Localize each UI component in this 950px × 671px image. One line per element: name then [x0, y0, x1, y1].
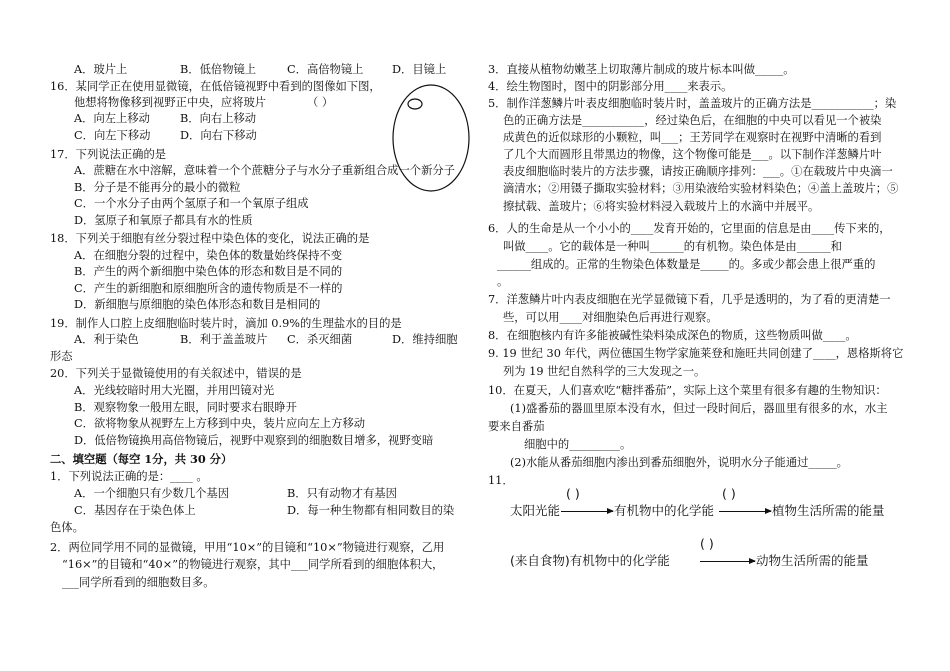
- f10-line3: 要来自番茄: [488, 420, 545, 433]
- f5-line1: 5．制作洋葱鳞片叶表皮细胞临时装片时，盖盖玻片的正确方法是___________；染: [488, 97, 897, 110]
- q19-option-b: B．利于盖盖玻片: [180, 333, 268, 346]
- f1-option-d-wrap: 色体。: [50, 521, 84, 534]
- f2-line1: 2．两位同学用不同的显微镜，甲用“10×”的目镜和“10×”物镜进行观察，乙用: [50, 541, 445, 554]
- f2-line3: ___同学所看到的细胞数目多。: [62, 576, 215, 589]
- f9-line2: 列为 19 世纪自然科学的三大发现之一。: [503, 365, 706, 378]
- f3-line: 3．直接从植物幼嫩茎上切取薄片制成的玻片标本叫做_____。: [488, 63, 795, 76]
- flow-arrow-3: [700, 561, 755, 562]
- q17-option-d: D．氢原子和氧原子都具有水的性质: [74, 214, 253, 227]
- q20-stem: 20．下列关于显微镜使用的有关叙述中，错误的是: [50, 367, 302, 380]
- f1-option-a: A．一个细胞只有少数几个基因: [74, 487, 230, 500]
- q19-option-c: C．杀灭细菌: [287, 333, 353, 346]
- flow-paren-3: ( ): [700, 536, 714, 551]
- f8-line: 8．在细胞核内有许多能被碱性染料染成深色的物质，这些物质叫做____。: [488, 329, 857, 342]
- q18-option-a: A．在细胞分裂的过程中，染色体的数量始终保持不变: [74, 249, 342, 262]
- f7-line1: 7．洋葱鳞片叶内表皮细胞在光学显微镜下看，几乎是透明的，为了看的更清楚一: [488, 293, 891, 306]
- f6-line2: 叫做____。它的载体是一种叫______的有机物。染色体是由______和: [503, 240, 842, 253]
- q17-option-c: C．一个水分子由两个氢原子和一个氧原子组成: [74, 197, 309, 210]
- q15-option-d: D．目镜上: [392, 63, 447, 76]
- q17-option-b: B．分子是不能再分的最小的微粒: [74, 181, 241, 194]
- f7-line2: 些，可以用____对细胞染色后再进行观察。: [503, 311, 718, 324]
- q16-option-a: A．向左上移动: [74, 112, 150, 125]
- q19-option-d-wrap: 形态: [50, 350, 73, 363]
- f11-number: 11．: [488, 474, 514, 487]
- f5-line4: 了几个大而圆形且带黑边的物像，这个物像可能是___。以下制作洋葱鳞片叶: [503, 148, 882, 161]
- flow-organic-chemical-energy: 有机物中的化学能: [614, 503, 715, 518]
- f5-line7: 擦拭载、盖玻片；⑥将实验材料浸入载玻片上的水滴中并展平。: [503, 200, 820, 213]
- q19-stem: 19．制作人口腔上皮细胞临时装片时，滴加 0.9%的生理盐水的目的是: [50, 317, 402, 330]
- q15-option-b: B．低倍物镜上: [180, 63, 257, 76]
- flow-animal-energy: 动物生活所需的能量: [756, 553, 869, 568]
- f10-line2: (1)盛番茄的器皿里原本没有水，但过一段时间后，器皿里有很多的水，水主: [510, 402, 888, 415]
- q17-stem: 17．下列说法正确的是: [50, 148, 167, 161]
- section-2-heading: 二、填空题（每空 1分，共 30 分）: [50, 452, 233, 466]
- flow-paren-2: ( ): [722, 486, 736, 501]
- f10-line5: (2)水能从番茄细胞内渗出到番茄细胞外，说明水分子能通过_____。: [510, 456, 848, 469]
- flow-arrow-1: [561, 511, 613, 512]
- q18-option-d: D．新细胞与原细胞的染色体形态和数目是相同的: [74, 298, 321, 311]
- q20-option-a: A．光线较暗时用大光圈，并用凹镜对光: [74, 384, 275, 397]
- q16-stem-line2: 他想将物像移到视野正中央，应将玻片: [74, 96, 267, 109]
- f10-line1: 10．在夏天，人们喜欢吃“糖拌番茄”，实际上这个菜里有很多有趣的生物知识：: [488, 384, 887, 397]
- q18-stem: 18．下列关于细胞有丝分裂过程中染色体的变化，说法正确的是: [50, 232, 370, 245]
- f5-line2: 色的正确方法是___________，经过染色后，在细胞的中央可以看见一个被染: [503, 114, 882, 127]
- specimen-image: [408, 99, 422, 109]
- q16-answer-paren: （ ）: [307, 96, 334, 109]
- q20-option-d: D．低倍物镜换用高倍物镜后，视野中观察到的细胞数目增多，视野变暗: [74, 434, 434, 447]
- f9-line1: 9. 19 世纪 30 年代，两位德国生物学家施莱登和施旺共同创建了____，恩格斯将它: [488, 347, 904, 360]
- f6-line3: ______组成的。正常的生物染色体数量是_____的。多或少都会患上很严重的: [497, 258, 876, 271]
- q15-option-c: C．高倍物镜上: [287, 63, 364, 76]
- q18-option-b: B．产生的两个新细胞中染色体的形态和数目是不同的: [74, 265, 343, 278]
- f6-line4: 。: [497, 275, 509, 288]
- f1-option-d: D．每一种生物都有相同数目的染: [287, 504, 455, 517]
- f10-line4: 细胞中的_________。: [524, 438, 632, 451]
- q16-stem-line1: 16．某同学正在使用显微镜，在低倍镜视野中看到的图像如下图，: [50, 80, 381, 93]
- q16-option-c: C．向左下移动: [74, 129, 151, 142]
- f1-option-b: B．只有动物才有基因: [287, 487, 397, 500]
- f1-stem: 1．下列说法正确的是：____ 。: [50, 470, 208, 483]
- q18-option-c: C．产生的新细胞和原细胞所含的遗传物质是不一样的: [74, 282, 343, 295]
- flow-solar-energy: 太阳光能: [510, 503, 561, 518]
- q19-option-d: D．维持细胞: [392, 333, 458, 346]
- f1-option-c: C．基因存在于染色体上: [74, 504, 196, 517]
- f6-line1: 6．人的生命是从一个小小的____发育开始的，它里面的信息是由____传下来的，: [488, 222, 891, 235]
- q15-option-a: A．玻片上: [74, 63, 128, 76]
- flow-paren-1: ( ): [566, 486, 580, 501]
- f5-line3: 成黄色的近似球形的小颗粒，叫___；王芳同学在观察时在视野中清晰的看到: [503, 131, 882, 144]
- f2-line2: “16×”的目镜和“40×”的物镜进行观察，其中___同学所看到的细胞体积大，: [62, 558, 444, 571]
- f5-line5: 表皮细胞临时装片的方法步骤，请按正确顺序排列：___。①在载玻片中央滴一: [503, 165, 893, 178]
- flow-food-chemical-energy: (来自食物)有机物中的化学能: [510, 553, 670, 568]
- f5-line6: 滴清水；②用镊子撕取实验材料；③用染液给实验材料染色；④盖上盖玻片；⑤: [503, 182, 899, 195]
- flow-arrow-2: [719, 511, 771, 512]
- f4-line: 4．绘生物图时，图中的阴影部分用____来表示。: [488, 80, 733, 93]
- q16-option-d: D．向右下移动: [180, 129, 257, 142]
- q19-option-a: A．利于染色: [74, 333, 139, 346]
- q20-option-c: C．欲将物象从视野左上方移到中央，装片应向左上方移动: [74, 417, 366, 430]
- q16-option-b: B．向右上移动: [180, 112, 257, 125]
- q20-option-b: B．观察物象一般用左眼，同时要求右眼睁开: [74, 401, 297, 414]
- flow-plant-energy: 植物生活所需的能量: [772, 503, 885, 518]
- q17-option-a: A．蔗糖在水中溶解，意味着一个个蔗糖分子与水分子重新组合成一个新分子: [74, 164, 455, 177]
